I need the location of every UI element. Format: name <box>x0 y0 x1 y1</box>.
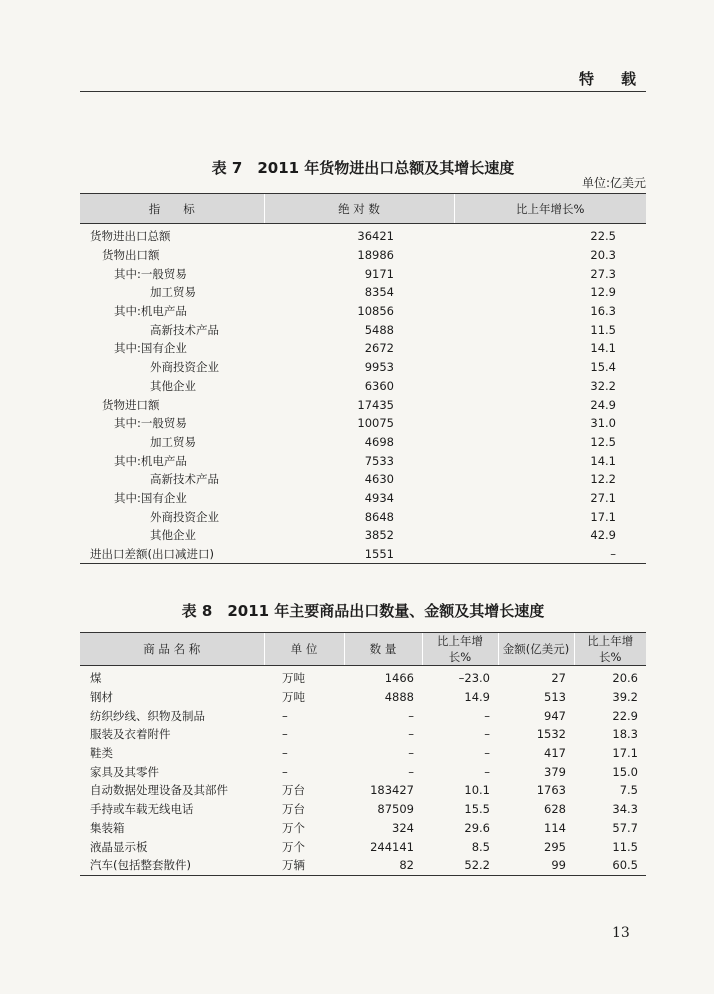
indicator-label: 其中:机电产品 <box>114 453 187 468</box>
quantity: 244141 <box>370 839 414 854</box>
growth-value: 14.1 <box>590 453 616 468</box>
table-row <box>80 688 646 707</box>
absolute-value: 4934 <box>364 490 394 505</box>
unit: 万辆 <box>264 856 344 875</box>
quantity: – <box>408 764 414 779</box>
table7-col-indicator: 指 标 <box>80 194 264 224</box>
quantity: 324 <box>392 820 414 835</box>
amount-growth: 39.2 <box>612 690 638 705</box>
absolute-value: 9171 <box>364 266 394 281</box>
table8-col-qty: 数 量 <box>344 633 422 666</box>
amount: 1763 <box>536 783 566 798</box>
amount-growth: 20.6 <box>612 671 638 686</box>
page-number: 13 <box>612 925 630 941</box>
table-row <box>80 725 646 744</box>
table-row <box>80 451 646 470</box>
table-row <box>80 762 646 781</box>
absolute-value: 7533 <box>364 453 394 468</box>
commodity-name: 自动数据处理设备及其部件 <box>90 783 228 798</box>
table-row <box>80 283 646 302</box>
growth-value: 24.9 <box>590 397 616 412</box>
indicator-label: 其中:国有企业 <box>114 490 187 505</box>
table8-col-name: 商 品 名 称 <box>80 633 264 666</box>
amount: 295 <box>544 839 566 854</box>
growth-value: 17.1 <box>590 509 616 524</box>
unit: – <box>282 727 288 742</box>
absolute-value: 4698 <box>364 434 394 449</box>
quantity: 4888 <box>384 690 414 705</box>
table-row <box>80 302 646 321</box>
table-row <box>80 224 646 246</box>
absolute-value: 5488 <box>364 322 394 337</box>
indicator-label: 外商投资企业 <box>150 360 219 375</box>
absolute-value: 18986 <box>357 248 394 263</box>
growth-value: 32.2 <box>590 378 616 393</box>
amount: 1532 <box>536 727 566 742</box>
absolute-value: 10856 <box>357 304 394 319</box>
table7-body <box>80 224 646 564</box>
table7-title: 表 7 2011 年货物进出口总额及其增长速度 <box>211 159 515 177</box>
growth-value: 12.9 <box>590 285 616 300</box>
running-header-title: 特 载 <box>578 70 642 88</box>
commodity-name: 鞋类 <box>90 746 113 761</box>
indicator-label: 货物进出口总额 <box>90 229 171 244</box>
indicator-label: 外商投资企业 <box>150 509 219 524</box>
unit: – <box>282 708 288 723</box>
amount-growth: 11.5 <box>612 839 638 854</box>
table7-header-row <box>80 194 646 224</box>
indicator-label: 加工贸易 <box>150 285 196 300</box>
unit: 万个 <box>282 820 305 835</box>
indicator-label: 其中:一般贸易 <box>114 416 187 431</box>
table-row <box>80 377 646 396</box>
quantity: 82 <box>344 856 422 875</box>
table8-col-amount: 金额(亿美元) <box>498 633 574 666</box>
amount-growth: 7.5 <box>619 783 638 798</box>
quantity: 183427 <box>370 783 414 798</box>
table-row <box>80 856 646 875</box>
quantity-growth: –23.0 <box>458 671 490 686</box>
table-row <box>80 358 646 377</box>
table-row <box>80 819 646 838</box>
amount: 513 <box>544 690 566 705</box>
quantity-growth: 10.1 <box>464 783 490 798</box>
commodity-name: 钢材 <box>90 690 113 705</box>
commodity-name: 集装箱 <box>90 820 125 835</box>
unit: 万台 <box>282 783 305 798</box>
growth-value: 11.5 <box>590 322 616 337</box>
table7-col-absolute: 绝 对 数 <box>264 194 454 224</box>
amount-growth: 18.3 <box>612 727 638 742</box>
amount-growth: 34.3 <box>612 802 638 817</box>
absolute-value: 8648 <box>364 509 394 524</box>
header-rule <box>80 91 646 92</box>
amount-growth: 60.5 <box>574 856 646 875</box>
unit: 万吨 <box>282 690 305 705</box>
table7-col-growth: 比上年增长% <box>454 194 646 224</box>
growth-value: 12.2 <box>590 472 616 487</box>
indicator-label: 高新技术产品 <box>150 322 219 337</box>
quantity-growth: – <box>484 764 490 779</box>
amount: 379 <box>544 764 566 779</box>
amount-growth: 22.9 <box>612 708 638 723</box>
table-row <box>80 837 646 856</box>
quantity-growth: – <box>484 746 490 761</box>
quantity: 87509 <box>377 802 414 817</box>
commodity-name: 汽车(包括整套散件) <box>80 856 264 875</box>
unit: 万个 <box>282 839 305 854</box>
growth-value: 15.4 <box>590 360 616 375</box>
table-row <box>80 545 646 564</box>
indicator-label: 货物出口额 <box>102 248 160 263</box>
table-row <box>80 744 646 763</box>
table-row <box>80 264 646 283</box>
table8 <box>80 632 646 876</box>
commodity-name: 家具及其零件 <box>90 764 159 779</box>
indicator-label: 加工贸易 <box>150 434 196 449</box>
unit: – <box>282 746 288 761</box>
indicator-label: 高新技术产品 <box>150 472 219 487</box>
commodity-name: 煤 <box>90 671 102 686</box>
absolute-value: 8354 <box>364 285 394 300</box>
amount-growth: 15.0 <box>612 764 638 779</box>
table8-col-amount-growth: 比上年增长% <box>574 633 646 666</box>
table-row <box>80 507 646 526</box>
table-row <box>80 489 646 508</box>
growth-value: 20.3 <box>590 248 616 263</box>
quantity-growth: 14.9 <box>464 690 490 705</box>
absolute-value: 36421 <box>357 229 394 244</box>
amount: 27 <box>551 671 566 686</box>
table-row <box>80 666 646 688</box>
table8-header-row <box>80 633 646 666</box>
table-row <box>80 433 646 452</box>
quantity-growth: 15.5 <box>464 802 490 817</box>
quantity-growth: 52.2 <box>422 856 498 875</box>
growth-value: 31.0 <box>590 416 616 431</box>
absolute-value: 3852 <box>364 528 394 543</box>
amount: 417 <box>544 746 566 761</box>
amount-growth: 17.1 <box>612 746 638 761</box>
amount: 628 <box>544 802 566 817</box>
amount: 114 <box>544 820 566 835</box>
indicator-label: 其中:国有企业 <box>114 341 187 356</box>
commodity-name: 纺织纱线、织物及制品 <box>90 708 205 723</box>
absolute-value: 10075 <box>357 416 394 431</box>
absolute-value: 9953 <box>364 360 394 375</box>
table-row <box>80 339 646 358</box>
quantity: – <box>408 727 414 742</box>
table-row <box>80 526 646 545</box>
absolute-value: 4630 <box>364 472 394 487</box>
indicator-label: 其他企业 <box>150 528 196 543</box>
quantity-growth: 8.5 <box>471 839 490 854</box>
table-row <box>80 470 646 489</box>
unit: 万台 <box>282 802 305 817</box>
table-row <box>80 414 646 433</box>
quantity: 1466 <box>384 671 414 686</box>
table-row <box>80 800 646 819</box>
absolute-value: 1551 <box>264 545 454 564</box>
table-row <box>80 246 646 265</box>
quantity-growth: 29.6 <box>464 820 490 835</box>
growth-value: 22.5 <box>590 229 616 244</box>
indicator-label: 其他企业 <box>150 378 196 393</box>
unit: 万吨 <box>282 671 305 686</box>
commodity-name: 服装及衣着附件 <box>90 727 171 742</box>
amount-growth: 57.7 <box>612 820 638 835</box>
table-row <box>80 320 646 339</box>
amount: 99 <box>498 856 574 875</box>
table-row <box>80 781 646 800</box>
growth-value: 42.9 <box>590 528 616 543</box>
amount: 947 <box>544 708 566 723</box>
absolute-value: 6360 <box>364 378 394 393</box>
commodity-name: 液晶显示板 <box>90 839 148 854</box>
indicator-label: 货物进口额 <box>102 397 160 412</box>
table8-col-unit: 单 位 <box>264 633 344 666</box>
quantity: – <box>408 746 414 761</box>
quantity: – <box>408 708 414 723</box>
table8-col-qty-growth: 比上年增长% <box>422 633 498 666</box>
table-row <box>80 706 646 725</box>
growth-value: 12.5 <box>590 434 616 449</box>
table-row <box>80 395 646 414</box>
table7 <box>80 193 646 564</box>
growth-value: 16.3 <box>590 304 616 319</box>
indicator-label: 其中:一般贸易 <box>114 266 187 281</box>
absolute-value: 2672 <box>364 341 394 356</box>
quantity-growth: – <box>484 727 490 742</box>
unit: – <box>282 764 288 779</box>
growth-value: – <box>454 545 646 564</box>
indicator-label: 其中:机电产品 <box>114 304 187 319</box>
table8-title: 表 8 2011 年主要商品出口数量、金额及其增长速度 <box>181 602 545 620</box>
growth-value: 14.1 <box>590 341 616 356</box>
commodity-name: 手持或车载无线电话 <box>90 802 194 817</box>
table8-body <box>80 666 646 876</box>
table7-unit-note: 单位:亿美元 <box>581 176 646 190</box>
growth-value: 27.3 <box>590 266 616 281</box>
indicator-label: 进出口差额(出口减进口) <box>80 545 264 564</box>
growth-value: 27.1 <box>590 490 616 505</box>
quantity-growth: – <box>484 708 490 723</box>
absolute-value: 17435 <box>357 397 394 412</box>
